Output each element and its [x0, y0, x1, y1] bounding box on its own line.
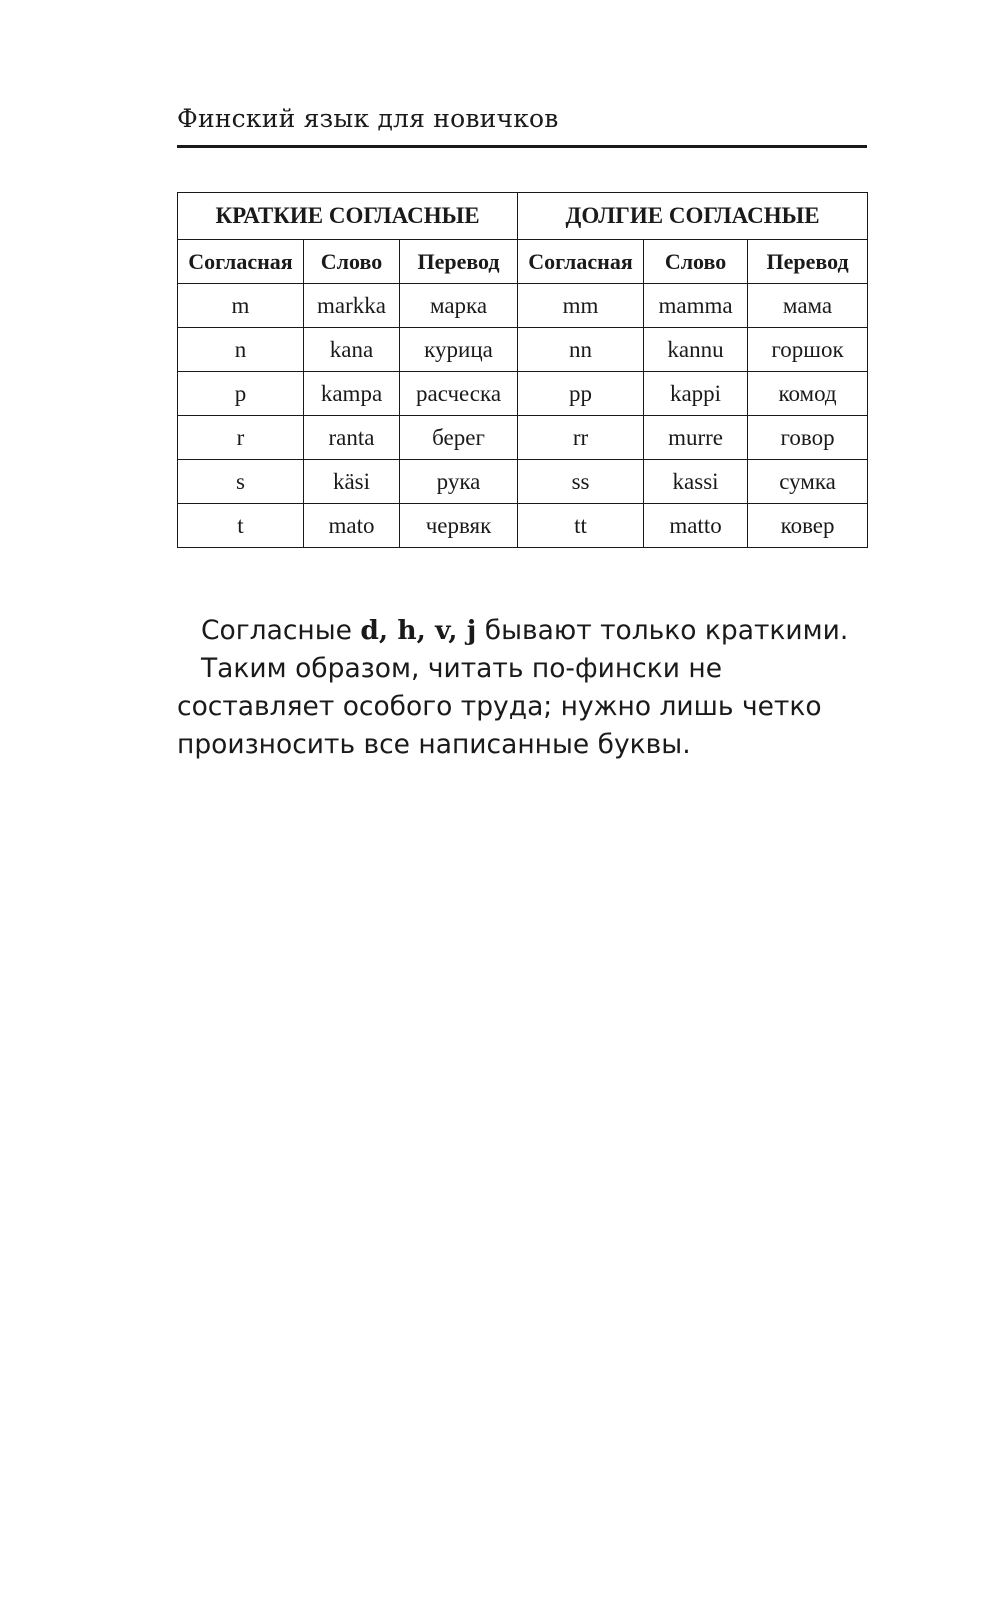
- table-cell: ковер: [748, 504, 868, 548]
- column-header: Согласная: [178, 240, 304, 284]
- column-header: Слово: [304, 240, 400, 284]
- table-cell: matto: [644, 504, 748, 548]
- bold-letters: d, h, v, j: [360, 615, 477, 646]
- table-cell: mato: [304, 504, 400, 548]
- table-row: [178, 284, 868, 328]
- table-cell: kappi: [644, 372, 748, 416]
- column-header: Перевод: [400, 240, 518, 284]
- table-cell: murre: [644, 416, 748, 460]
- paragraph-short-only: [177, 612, 867, 650]
- header-rule: [177, 145, 867, 148]
- table-cell: tt: [518, 504, 644, 548]
- table-cell: мама: [748, 284, 868, 328]
- table-cell: käsi: [304, 460, 400, 504]
- table-cell: берег: [400, 416, 518, 460]
- table-row: [178, 372, 868, 416]
- table-cell: kampa: [304, 372, 400, 416]
- table-row: [178, 416, 868, 460]
- table-cell: ss: [518, 460, 644, 504]
- table-cell: ranta: [304, 416, 400, 460]
- table-cell: pp: [518, 372, 644, 416]
- table-cell: n: [178, 328, 304, 372]
- group-header-row: [178, 193, 868, 240]
- table-cell: сумка: [748, 460, 868, 504]
- table-row: [178, 504, 868, 548]
- table-cell: p: [178, 372, 304, 416]
- table-row: [178, 328, 868, 372]
- table-cell: t: [178, 504, 304, 548]
- table-cell: комод: [748, 372, 868, 416]
- body-text: [177, 612, 867, 764]
- table-cell: горшок: [748, 328, 868, 372]
- table-cell: kassi: [644, 460, 748, 504]
- table-cell: марка: [400, 284, 518, 328]
- paragraph-text: бывают только краткими.: [476, 615, 849, 646]
- table-cell: nn: [518, 328, 644, 372]
- table-cell: kana: [304, 328, 400, 372]
- column-header: Слово: [644, 240, 748, 284]
- table-cell: r: [178, 416, 304, 460]
- table-row: [178, 460, 868, 504]
- paragraph-text: Согласные: [201, 615, 361, 646]
- table-cell: mm: [518, 284, 644, 328]
- table-cell: m: [178, 284, 304, 328]
- column-header: Перевод: [748, 240, 868, 284]
- table-cell: курица: [400, 328, 518, 372]
- running-title: Финский язык для новичков: [177, 104, 559, 133]
- table-cell: говор: [748, 416, 868, 460]
- table-cell: червяк: [400, 504, 518, 548]
- table-cell: markka: [304, 284, 400, 328]
- table-cell: rr: [518, 416, 644, 460]
- table-cell: s: [178, 460, 304, 504]
- table-cell: расческа: [400, 372, 518, 416]
- column-header: Согласная: [518, 240, 644, 284]
- paragraph-reading-note: Таким образом, читать по-фински не составляет особого труда; нужно лишь четко произносить все написанные буквы.: [177, 653, 822, 760]
- table-cell: mamma: [644, 284, 748, 328]
- consonants-table: [177, 192, 868, 548]
- group-long-consonants: ДОЛГИЕ СОГЛАСНЫЕ: [518, 193, 868, 240]
- table-cell: рука: [400, 460, 518, 504]
- column-header-row: [178, 240, 868, 284]
- group-short-consonants: КРАТКИЕ СОГЛАСНЫЕ: [178, 193, 518, 240]
- table-cell: kannu: [644, 328, 748, 372]
